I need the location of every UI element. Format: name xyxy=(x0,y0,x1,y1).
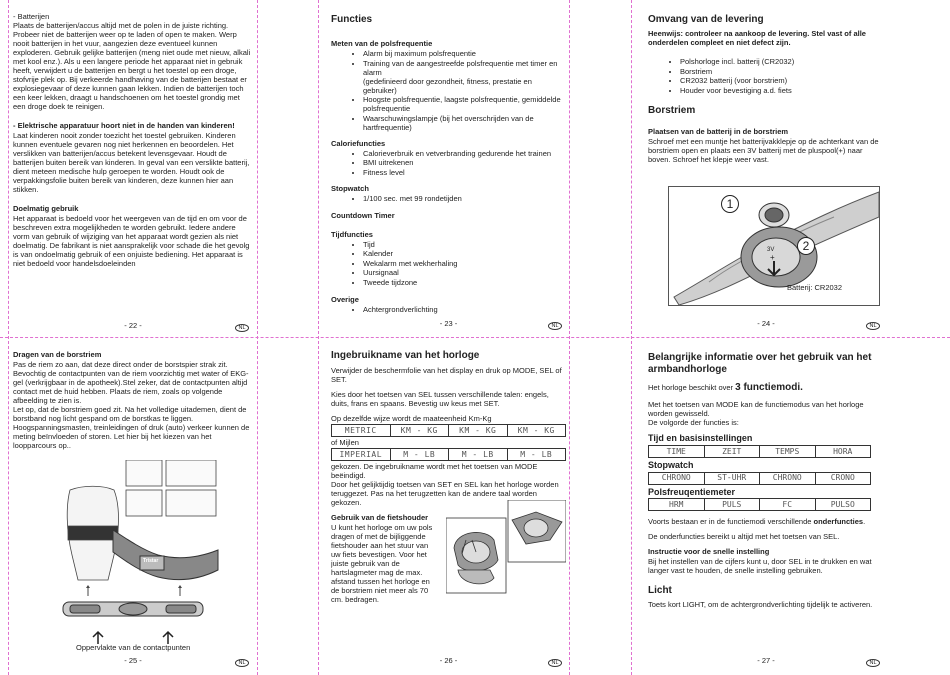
language-badge: NL xyxy=(235,324,249,332)
lcd-cell: TIME xyxy=(649,445,705,457)
lcd-cell: HORA xyxy=(815,445,871,457)
wearing-text: Pas de riem zo aan, dat deze direct onder de borstspier strak zit. Bevochtig de contactpunten van de riem voorzichtig met water of EKG-gel (verkrijgbaar in de apotheek).Stel zeker, dat de contactpunten altijd contact met de huid hebben. Plaats de riem, zoals op volgende afbeelding te zien is. xyxy=(13,360,249,405)
page-number: - 22 - xyxy=(124,321,142,330)
section-other: Overige xyxy=(331,294,359,304)
list-item: • Borstriem xyxy=(680,67,884,76)
battery-paragraph xyxy=(13,12,253,111)
modes-count-value: 3 functiemodi. xyxy=(735,382,803,393)
section-calories: Caloriefuncties xyxy=(331,138,386,148)
section-time: Tijdfuncties xyxy=(331,229,373,239)
lcd-cell: M - LB xyxy=(449,449,508,461)
intended-use-text: Het apparaat is bedoeld voor het weergeven van de tijd en om voor de beschreven extra mogelijkheden te worden gebruikt. Iedere andere vorm van gebruik of wijziging van het apparaat wordt gezien als niet doelmatig. De fabrikant is niet aansprakelijk voor schade die het gevolg is van ondoelmatig gebruik of een onjuiste bediening. Het apparaat is niet bedoeld voor handelsdoeleinden xyxy=(13,214,250,268)
light-title: Licht xyxy=(648,585,672,597)
bike-holder-title: Gebruik van de fietshouder xyxy=(331,513,429,522)
strap-brand-label: Tristar xyxy=(143,558,159,564)
lcd-cell: CHRONO xyxy=(649,472,705,484)
other-list xyxy=(331,305,566,314)
lcd-cell: ZEIT xyxy=(704,445,760,457)
page-number: - 24 - xyxy=(757,319,775,328)
order-text: De volgorde der functies is: xyxy=(648,418,739,427)
functions-title: Functies xyxy=(331,14,373,25)
section-countdown: Countdown Timer xyxy=(331,210,395,220)
lcd-cell: IMPERIAL xyxy=(332,449,391,461)
setup-title: Ingebruikname van het horloge xyxy=(331,350,480,361)
chest-strap-title: Borstriem xyxy=(648,104,696,116)
time-list xyxy=(331,240,566,287)
wearing-title: Dragen van de borstriem xyxy=(13,350,102,359)
page-22 xyxy=(13,12,253,337)
list-item: • Houder voor bevestiging a.d. fiets xyxy=(680,86,884,95)
setup-text-or: of Mijlen xyxy=(331,438,359,447)
lcd-cell: PULSO xyxy=(815,499,871,511)
hrm-mode-table xyxy=(648,498,871,511)
mode-text: Met het toetsen van MODE kan de functiemodus van het horloge worden gewisseld. xyxy=(648,400,864,418)
page-25 xyxy=(13,350,253,672)
list-item: • Tweede tijdzone xyxy=(363,278,566,287)
lcd-cell: KM - KG xyxy=(449,425,508,437)
heart-rate-list xyxy=(331,49,566,132)
battery-text: Plaats de batterijen/accus altijd met de polen in de juiste richting. Probeer niet de batterijen weer op te laden of open te maken. Werp nooit batterijen in het vuur, aangezien deze eventueel kunnen exploderen. Gebruik gelijke batterijen (meng niet oude met nieuw, alkali met kool enz.). Als u een langere periode het apparaat niet in gebruik heeft, verwijdert u de batterijen en bergt u het toestel op een droge, stofvrije plek op. Bij verkeerde handhaving van de batterijen bestaat er explosiegevaar of deze kunnen gaan lekken. Indien de batterijen toch een keer lekken, draagt u handschoenen om het toestel grondig met een droge doek te reinigen. xyxy=(13,21,251,111)
language-badge: NL xyxy=(235,659,249,667)
intended-use-title: Doelmatig gebruik xyxy=(13,204,79,213)
lcd-cell: M - LB xyxy=(390,449,449,461)
quick-setting-text: Bij het instellen van de cijfers kunt u, door SEL in te drukken en wat langer vast te houden, de snelle instelling gebruiken. xyxy=(648,557,872,576)
list-item-note: (gedefinieerd door gezondheit, fitness, prestatie en gebruiker) xyxy=(363,77,532,95)
list-item: • Wekalarm met wekherhaling xyxy=(363,259,566,268)
list-item: • Kalender xyxy=(363,249,566,258)
list-item: • BMI uitrekenen xyxy=(363,158,566,167)
time-mode-table xyxy=(648,445,871,458)
setup-text-5: Door het gelijktijdig toetsen van SET en SEL kan het horloge worden teruggezet. Pas na het terugzetten kan de andere taal worden gekozen. xyxy=(331,480,559,507)
subfunctions-text-end: . xyxy=(863,517,866,527)
wearing-figure xyxy=(48,460,248,650)
delivery-note: Heenwijs: controleer na aankoop de levering. Stel vast of alle onderdelen compleet en niet defect zijn. xyxy=(648,29,866,47)
mode-hrm-title: Polsfreuqentiemeter xyxy=(648,486,736,497)
lcd-cell: TEMPS xyxy=(760,445,816,457)
lcd-cell: KM - KG xyxy=(390,425,449,437)
battery-plus-label: + xyxy=(770,253,775,262)
bike-holder-illustration xyxy=(446,500,566,595)
subfunctions-text-a: Voorts bestaan er in de functiemodi verschillende xyxy=(648,517,814,527)
list-item: • Achtergrondverlichting xyxy=(363,305,566,314)
subfunctions-text xyxy=(648,517,884,526)
modes-count xyxy=(648,382,884,394)
children-paragraph xyxy=(13,121,253,194)
list-item: • Training van de aangestreefde polsfrequentie met timer en alarm xyxy=(363,59,566,77)
page-number: - 23 - xyxy=(439,319,458,328)
stopwatch-mode-table xyxy=(648,472,871,485)
light-text: Toets kort LIGHT, om de achtergrondverlichting tijdelijk te activeren. xyxy=(648,600,873,610)
setup-text-4: gekozen. De ingebruikname wordt met het toetsen van MODE beëindigd. xyxy=(331,462,538,480)
bike-holder-text: U kunt het horloge om uw pols dragen of met de bijliggende fietshouder aan het stuur van uw fiets bevestigen. Voor het juiste gebruik van de hartslagmeter mag de max. afstand tussen het horloge en de borstriem niet meer als 70 cm. bedragen. xyxy=(331,523,433,604)
chest-strap-illustration xyxy=(48,460,248,650)
children-warning-title: - Elektrische apparatuur hoort niet in de handen van kinderen! xyxy=(13,121,235,130)
list-item: • Polshorloge incl. batterij (CR2032) xyxy=(680,57,884,66)
section-stopwatch: Stopwatch xyxy=(331,183,369,193)
quick-setting-title: Instructie voor de snelle instelling xyxy=(648,547,770,557)
subfunctions-text-bold: onderfuncties xyxy=(813,517,864,527)
metric-display-table xyxy=(331,424,566,437)
lcd-cell: FC xyxy=(760,499,816,511)
children-warning-text: Laat kinderen nooit zonder toezicht het toestel gebruiken. Kinderen kunnen eventuele gevaren nog niet herkennen en beoordelen. Het verslikken van batterijen/accus betekent levensgevaar. Houdt de batterijen buiten bereik van kinderen. In geval van een verslikte batterij, dient meteen medische hulp geroepen te worden. Houdt ook de verpakkingsfolie buiten bereik van kinderen, deze kunnen hier aan stikken. xyxy=(13,131,250,194)
battery-figure xyxy=(668,186,880,306)
setup-text-1: Verwijder de beschermfolie van het display en druk op MODE, SEL of SET. xyxy=(331,366,562,384)
lcd-cell: M - LB xyxy=(507,449,566,461)
list-item: • Waarschuwingslampje (bij het overschrijden van de hartfrequentie) xyxy=(363,114,566,132)
page-24 xyxy=(648,14,884,337)
list-item: • Uursignaal xyxy=(363,268,566,277)
list-item: • 1/100 sec. met 99 rondetijden xyxy=(363,194,566,203)
language-badge: NL xyxy=(548,322,562,330)
page-26 xyxy=(331,350,566,672)
list-item: • Hoogste polsfrequentie, laagste polsfrequentie, gemiddelde polsfrequentie xyxy=(363,95,566,113)
page-number: - 26 - xyxy=(439,656,458,665)
page-number: - 25 - xyxy=(124,656,142,665)
list-item: • Tijd xyxy=(363,240,566,249)
battery-illustration xyxy=(669,187,879,305)
language-badge: NL xyxy=(866,322,880,330)
mode-time-title: Tijd en basisinstellingen xyxy=(648,433,753,443)
figure-caption: Oppervlakte van de contactpunten xyxy=(76,643,191,652)
delivery-title: Omvang van de levering xyxy=(648,14,764,25)
bike-holder-figure xyxy=(446,500,566,595)
page-27 xyxy=(648,352,884,672)
page-number: - 27 - xyxy=(757,656,775,665)
wearing-text-2: Let op, dat de borstriem goed zit. Na het volledige uitademen, dient de borstband nog licht gespand om de borstkas te liggen. Hoogspanningsmasten, treinleidingen of druk (auto) verkeer kunnen de meting beïnvloeden of storen. Let hier bij het kiezen van het loopparcours op.. xyxy=(13,405,250,450)
battery-title: - Batterijen xyxy=(13,12,50,21)
lcd-cell: CRONO xyxy=(815,472,871,484)
list-item: • Alarm bij maximum polsfrequentie xyxy=(363,49,566,58)
list-item: • Calorieverbruik en vetverbranding gedurende het trainen xyxy=(363,149,566,158)
language-badge: NL xyxy=(866,659,880,667)
intended-use-paragraph xyxy=(13,204,253,268)
page-23 xyxy=(331,14,566,337)
section-heart-rate: Meten van de polsfrequentie xyxy=(331,39,433,48)
battery-install-title: Plaatsen van de batterij in de borstriem xyxy=(648,126,789,136)
list-item: • Fitness level xyxy=(363,168,566,177)
calories-list xyxy=(331,149,566,177)
language-badge: NL xyxy=(548,659,562,667)
step-2-label: 2 xyxy=(797,237,815,255)
list-item: • CR2032 batterij (voor borstriem) xyxy=(680,76,884,85)
battery-install-text: Schroef met een muntje het batterijvakklepje op de achterkant van de borstriem open en plaats een 3V batterij met de pluspool(+) naar boven. Schroef het klepje weer vast. xyxy=(648,136,879,164)
stopwatch-list xyxy=(331,194,566,203)
mode-stopwatch-title: Stopwatch xyxy=(648,459,694,470)
sel-text: De onderfuncties bereikt u altijd met het toetsen van SEL. xyxy=(648,532,840,542)
lcd-cell: KM - KG xyxy=(507,425,566,437)
info-title: Belangrijke informatie over het gebruik van het armbandhorloge xyxy=(648,352,872,375)
lcd-cell: ST-UHR xyxy=(704,472,760,484)
step-1-label: 1 xyxy=(721,195,739,213)
battery-voltage-label: 3V xyxy=(767,247,775,253)
imperial-display-table xyxy=(331,448,566,461)
setup-text-2: Kies door het toetsen van SEL tussen verschillende talen: engels, duits, frans en spaans. Bevestig uw keus met SET. xyxy=(331,390,549,408)
modes-count-text: Het horloge beschikt over xyxy=(648,383,736,392)
lcd-cell: HRM xyxy=(649,499,705,511)
delivery-list xyxy=(648,57,884,95)
crop-line-horizontal xyxy=(0,337,950,338)
lcd-cell: CHRONO xyxy=(760,472,816,484)
figure-caption: Batterij: CR2032 xyxy=(787,283,843,292)
setup-text-3: Op dezelfde wijze wordt de maateenheid Km-Kg xyxy=(331,414,492,423)
lcd-cell: PULS xyxy=(704,499,760,511)
lcd-cell: METRIC xyxy=(332,425,391,437)
